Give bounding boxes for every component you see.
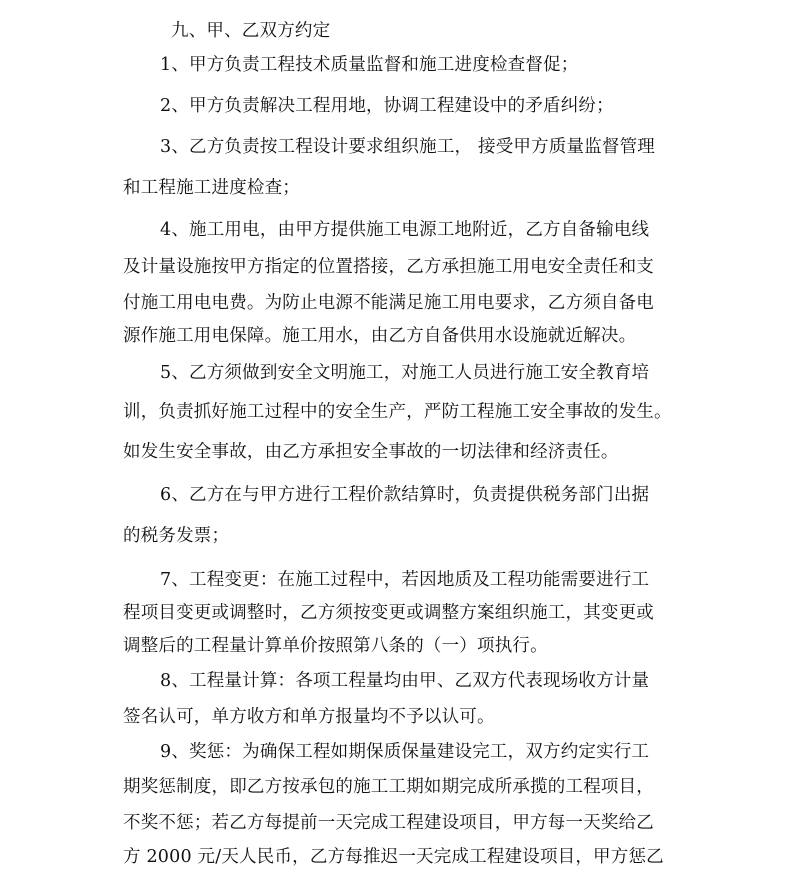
paragraph-line: 调整后的工程量计算单价按照第八条的（一）项执行。 [123,636,548,656]
paragraph-line: 1、甲方负责工程技术质量监督和施工进度检查督促； [160,55,579,75]
paragraph-line: 付施工用电电费。为防止电源不能满足施工用电要求，乙方须自备电 [123,293,654,313]
paragraph-line: 如发生安全事故，由乙方承担安全事故的一切法律和经济责任。 [123,442,619,462]
paragraph-line: 的税务发票； [123,526,230,546]
section-heading: 九、甲、乙双方约定 [171,21,331,41]
paragraph-line: 和工程施工进度检查； [123,178,300,198]
paragraph-line: 不奖不惩；若乙方每提前一天完成工程建设项目，甲方每一天奖给乙 [123,813,654,833]
paragraph-line: 期奖惩制度，即乙方按承包的施工工期如期完成所承揽的工程项目， [123,777,654,797]
paragraph-line: 4、施工用电，由甲方提供施工电源工地附近，乙方自备输电线 [160,220,650,240]
paragraph-line: 9、奖惩：为确保工程如期保质保量建设完工，双方约定实行工 [160,742,650,762]
paragraph-line: 7、工程变更：在施工过程中，若因地质及工程功能需要进行工 [160,570,650,590]
paragraph-line: 程项目变更或调整时，乙方须按变更或调整方案组织施工，其变更或 [123,603,654,623]
paragraph-line: 训，负责抓好施工过程中的安全生产，严防工程施工安全事故的发生。 [123,402,672,422]
paragraph-line: 8、工程量计算：各项工程量均由甲、乙双方代表现场收方计量 [160,671,650,691]
paragraph-line: 2、甲方负责解决工程用地，协调工程建设中的矛盾纠纷； [160,96,614,116]
paragraph-line: 3、乙方负责按工程设计要求组织施工， 接受甲方质量监督管理 [160,137,655,157]
paragraph-line: 源作施工用电保障。施工用水，由乙方自备供用水设施就近解决。 [123,326,637,346]
paragraph-line: 签名认可，单方收方和单方报量均不予以认可。 [123,707,495,727]
paragraph-line: 5、乙方须做到安全文明施工，对施工人员进行施工安全教育培 [160,363,650,383]
paragraph-line: 6、乙方在与甲方进行工程价款结算时，负责提供税务部门出据 [160,485,650,505]
paragraph-line: 方 2000 元/天人民币，乙方每推迟一天完成工程建设项目，甲方惩乙 [123,847,664,867]
paragraph-line: 及计量设施按甲方指定的位置搭接，乙方承担施工用电安全责任和支 [123,257,654,277]
